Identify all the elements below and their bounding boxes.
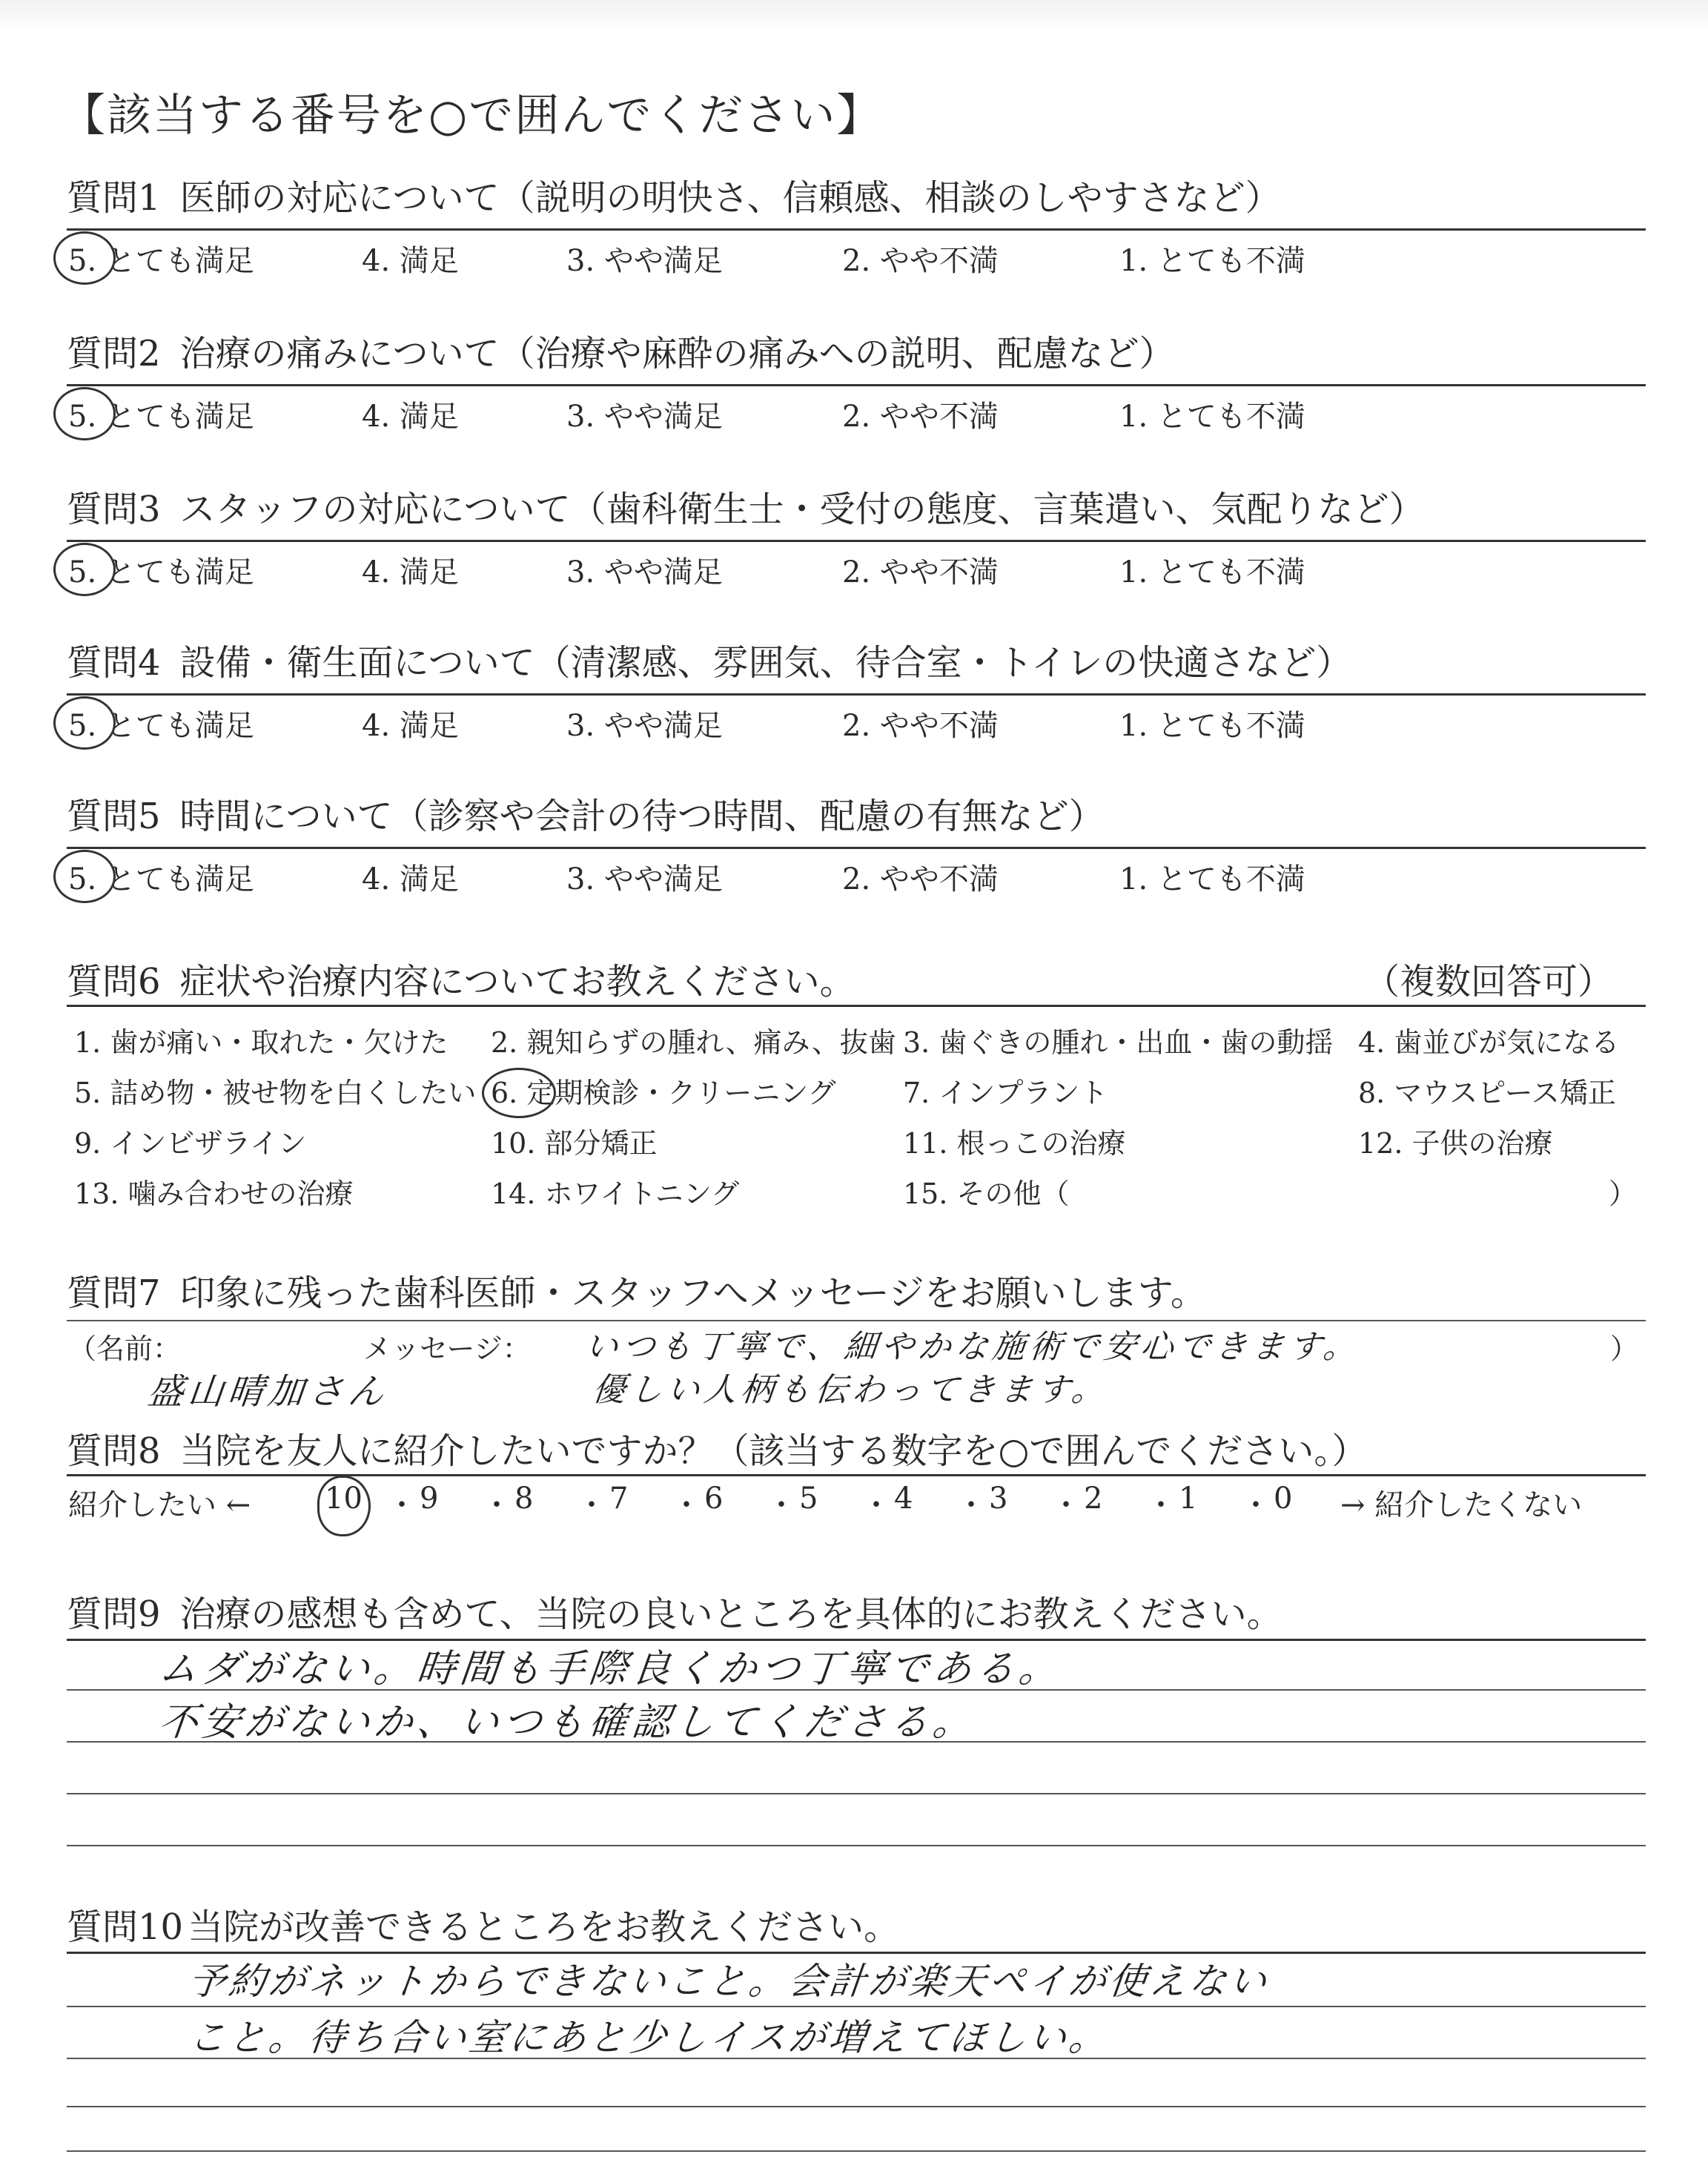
q6-title [67,953,855,1004]
q2-title [67,325,1175,376]
q9-title [67,1585,1282,1636]
q3-option-5[interactable]: 5. とても満足 [68,555,254,589]
q9-rule-5 [67,1845,1646,1846]
q8-scale-1[interactable]: 1 [1179,1482,1198,1516]
q2-option-1[interactable]: 1. とても不満 [1119,400,1305,434]
q10-line1: 予約がネットからできないこと。会計が楽天ペイが使えない [186,1960,1272,2003]
q5-option-5[interactable]: 5. とても満足 [68,862,254,896]
q5-option-1[interactable]: 1. とても不満 [1119,862,1305,896]
q6-option-6[interactable]: 6. 定期検診・クリーニング [491,1077,836,1109]
q5-number: 質問5 [67,796,161,837]
q6-option-14[interactable]: 14. ホワイトニング [491,1178,740,1210]
q2-option-2[interactable]: 2. やや不満 [842,400,999,434]
q8-scale-2[interactable]: 2 [1084,1482,1103,1516]
q8-scale-separator: ・ [1146,1488,1176,1522]
q5-text: 時間について（診察や会計の待つ時間、配慮の有無など） [179,796,1105,837]
q10-rule-5 [67,2150,1646,2152]
q4-selected-circle [53,696,116,750]
q4-option-1[interactable]: 1. とても不満 [1119,709,1305,743]
q9-rule-4 [67,1793,1646,1794]
q8-scale-0[interactable]: 0 [1274,1482,1293,1516]
q2-option-4[interactable]: 4. 満足 [362,400,459,434]
q6-option-11[interactable]: 11. 根っこの治療 [903,1127,1126,1160]
q10-rule-2 [67,2006,1646,2007]
q8-title [67,1422,1367,1473]
q8-number: 質問8 [67,1430,161,1472]
q7-name-label: （名前： [68,1332,182,1365]
q8-scale-separator: ・ [482,1488,512,1522]
q7-name-value: 盛山晴加さん [145,1371,391,1413]
q4-option-5[interactable]: 5. とても満足 [68,709,254,743]
q1-option-2[interactable]: 2. やや不満 [842,244,999,278]
q7-message-line2: 優しい人柄も伝わってきます。 [590,1371,1111,1409]
q4-option-2[interactable]: 2. やや不満 [842,709,999,743]
q2-option-5[interactable]: 5. とても満足 [68,400,254,434]
q10-title [67,1898,899,1949]
q8-scale-5[interactable]: 5 [799,1482,818,1516]
q9-line1: ムダがない。時間も手際良くかつ丁寧である。 [156,1647,1065,1691]
q6-option-15[interactable]: 15. その他（ [903,1178,1070,1210]
q8-rule [67,1474,1646,1476]
q1-option-5[interactable]: 5. とても満足 [68,244,254,278]
q8-right-label: → 紹介したくない [1340,1488,1583,1522]
q1-text: 医師の対応について（説明の明快さ、信頼感、相談のしやすさなど） [179,177,1281,219]
q5-selected-circle [53,850,116,903]
q3-option-3[interactable]: 3. やや満足 [566,555,723,589]
q1-title [67,169,1281,220]
q5-rule [67,847,1646,849]
q6-option-8[interactable]: 8. マウスピース矯正 [1358,1077,1616,1109]
q2-number: 質問2 [67,333,161,374]
q8-scale-separator: ・ [672,1488,701,1522]
q4-title [67,634,1351,685]
q1-option-1[interactable]: 1. とても不満 [1119,244,1305,278]
q6-option-7[interactable]: 7. インプラント [903,1077,1108,1109]
q8-scale-separator: ・ [577,1488,606,1522]
q6-option-12[interactable]: 12. 子供の治療 [1358,1127,1553,1160]
q1-option-4[interactable]: 4. 満足 [362,244,459,278]
q10-rule-4 [67,2106,1646,2107]
q8-scale-7[interactable]: 7 [609,1482,629,1516]
q8-scale-separator: ・ [861,1488,891,1522]
q2-selected-circle [53,387,116,440]
q6-option-13[interactable]: 13. 噛み合わせの治療 [74,1178,354,1210]
q8-scale-10[interactable]: 10 [325,1482,363,1516]
q6-option-4[interactable]: 4. 歯並びが気になる [1358,1026,1620,1059]
q4-number: 質問4 [67,642,161,684]
q3-rule [67,540,1646,542]
q7-text: 印象に残った歯科医師・スタッフへメッセージをお願いします。 [179,1272,1206,1314]
q2-text: 治療の痛みについて（治療や麻酔の痛みへの説明、配慮など） [179,333,1175,374]
q10-line2: こと。待ち合い室にあと少しイスが増えてほしい。 [186,2016,1112,2059]
q9-line2: 不安がないか、いつも確認してくださる。 [156,1700,979,1745]
q3-title [67,480,1425,532]
q6-option-2[interactable]: 2. 親知らずの腫れ、痛み、抜歯 [491,1026,896,1059]
q10-text: 当院が改善できるところをお教えください。 [188,1906,900,1948]
q9-number: 質問9 [67,1593,161,1635]
q4-option-3[interactable]: 3. やや満足 [566,709,723,743]
q1-rule [67,228,1646,231]
q7-close-paren: ） [1610,1332,1639,1365]
q6-text: 症状や治療内容についてお教えください。 [179,961,855,1003]
q6-number: 質問6 [67,961,161,1003]
q8-scale-separator: ・ [1241,1488,1271,1522]
q3-number: 質問3 [67,489,161,530]
q7-title [67,1264,1206,1315]
q6-option-5[interactable]: 5. 詰め物・被せ物を白くしたい [74,1077,477,1109]
q1-number: 質問1 [67,177,161,219]
q8-scale-6[interactable]: 6 [704,1482,724,1516]
q8-left-label: 紹介したい ← [68,1488,251,1522]
scan-top-band [0,0,1708,33]
q3-text: スタッフの対応について（歯科衛生士・受付の態度、言葉遣い、気配りなど） [179,489,1425,530]
q6-option-10[interactable]: 10. 部分矯正 [491,1127,658,1160]
q8-text: 当院を友人に紹介したいですか？（該当する数字を○で囲んでください。） [179,1430,1368,1472]
q6-option-3[interactable]: 3. 歯ぐきの腫れ・出血・歯の動揺 [903,1026,1334,1059]
q3-option-2[interactable]: 2. やや不満 [842,555,999,589]
q7-message-line1: いつも丁寧で、細やかな施術で安心できます。 [583,1328,1363,1366]
q7-number: 質問7 [67,1272,161,1314]
q5-option-2[interactable]: 2. やや不満 [842,862,999,896]
q6-option-1[interactable]: 1. 歯が痛い・取れた・欠けた [74,1026,448,1059]
q6-selected-circle [482,1068,556,1118]
q9-text: 治療の感想も含めて、当院の良いところを具体的にお教えください。 [179,1593,1282,1635]
q2-rule [67,384,1646,386]
q8-scale-separator: ・ [956,1488,986,1522]
q3-selected-circle [53,543,116,596]
q6-note: （複数回答可） [1364,961,1614,1003]
q1-selected-circle [53,231,116,285]
q8-scale-3[interactable]: 3 [989,1482,1008,1516]
q1-option-3[interactable]: 3. やや満足 [566,244,723,278]
q8-scale-9[interactable]: 9 [420,1482,439,1516]
q8-scale-separator: ・ [1051,1488,1081,1522]
q8-scale-separator: ・ [387,1488,417,1522]
q4-option-4[interactable]: 4. 満足 [362,709,459,743]
q6-other-close-paren: ） [1609,1178,1638,1210]
q8-scale-separator: ・ [767,1488,796,1522]
q8-scale-8[interactable]: 8 [514,1482,534,1516]
q7-message-label: メッセージ： [363,1332,531,1365]
q5-option-4[interactable]: 4. 満足 [362,862,459,896]
q3-option-4[interactable]: 4. 満足 [362,555,459,589]
q2-option-3[interactable]: 3. やや満足 [566,400,723,434]
q5-option-3[interactable]: 3. やや満足 [566,862,723,896]
q8-selected-circle [317,1476,371,1536]
q4-rule [67,693,1646,696]
q6-option-9[interactable]: 9. インビザライン [74,1127,307,1160]
q5-title [67,787,1105,839]
q10-number: 質問10 [67,1906,184,1948]
q6-rule [67,1005,1646,1007]
q3-option-1[interactable]: 1. とても不満 [1119,555,1305,589]
q4-text: 設備・衛生面について（清潔感、雰囲気、待合室・トイレの快適さなど） [179,642,1352,684]
page-title: 【該当する番号を○で囲んでください】 [61,90,883,142]
q8-scale-4[interactable]: 4 [894,1482,913,1516]
